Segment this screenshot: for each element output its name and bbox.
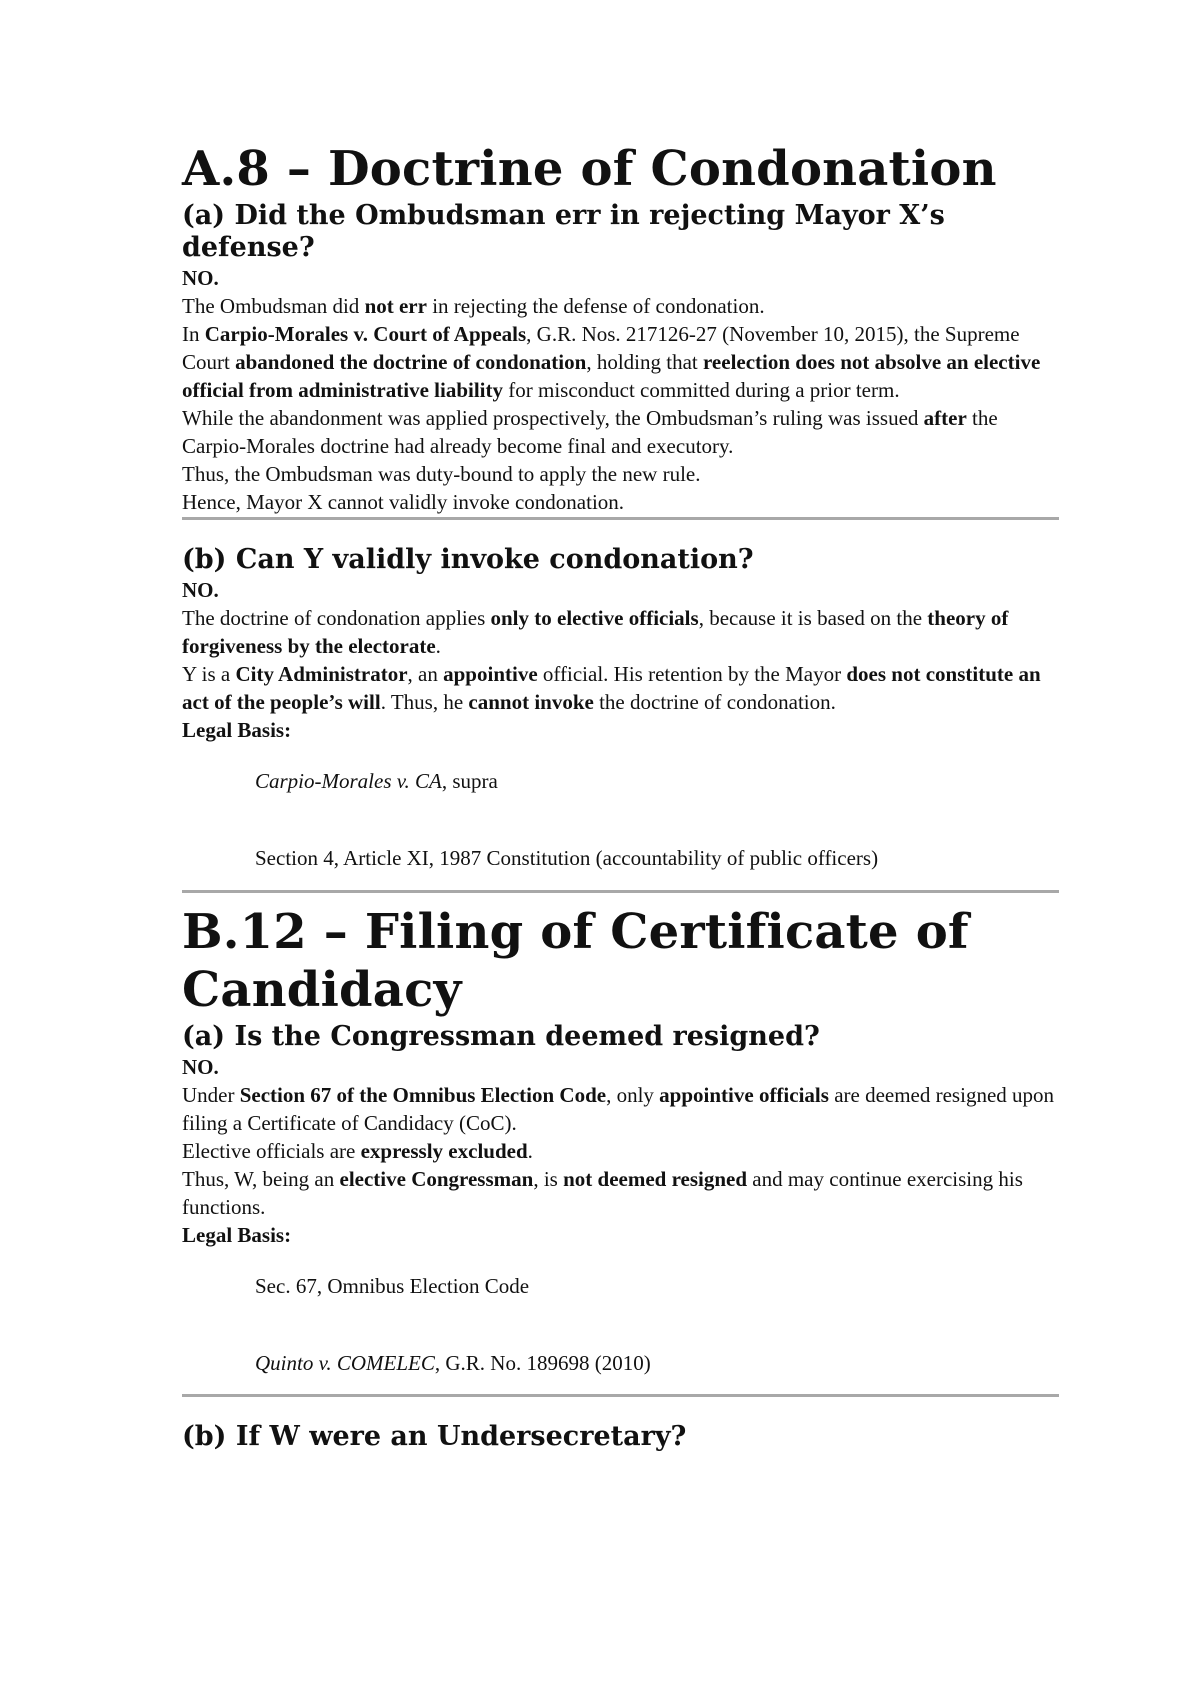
section-b-title: B.12 – Filing of Certificate of Candidacy xyxy=(182,904,969,1018)
section-b-question-a-heading: (a) Is the Congressman deemed resigned? xyxy=(182,1021,820,1052)
section-b-question-b-heading: (b) If W were an Undersecretary? xyxy=(182,1421,687,1452)
section-a-qb-paragraph-2: Y is a City Administrator, an appointive official. His retention by the Mayor does not constitute an act of the people’s will. Thus, he cannot invoke the doctrine of condonation. xyxy=(182,662,1041,714)
section-b-qa-paragraph-1: Under Section 67 of the Omnibus Election Code, only appointive officials are deemed resigned upon filing a Certificate of Candidacy (CoC). xyxy=(182,1083,1055,1135)
document-page xyxy=(182,140,1062,1453)
divider xyxy=(182,890,1059,893)
divider xyxy=(182,517,1059,520)
section-a-qa-paragraph-2: In Carpio-Morales v. Court of Appeals, G.R. Nos. 217126-27 (November 10, 2015), the Supreme Court abandoned the doctrine of condonation, holding that reelection does not absolve an elective official from administrative liability for misconduct committed during a prior term. xyxy=(182,322,1041,402)
section-a-qa-paragraph-3: While the abandonment was applied prospectively, the Ombudsman’s ruling was issued after the Carpio-Morales doctrine had already become final and executory. xyxy=(182,406,998,458)
section-b-qa-paragraph-3: Thus, W, being an elective Congressman, is not deemed resigned and may continue exercising his functions. xyxy=(182,1167,1023,1219)
section-a-question-a-answer: NO. xyxy=(182,266,219,290)
legal-basis-item: Section 4, Article XI, 1987 Constitution (accountability of public officers) xyxy=(255,846,879,870)
section-a-qa-paragraph-4: Thus, the Ombudsman was duty-bound to apply the new rule. xyxy=(182,462,701,486)
legal-basis-item: Quinto v. COMELEC, G.R. No. 189698 (2010) xyxy=(255,1351,651,1375)
section-a-qb-paragraph-1: The doctrine of condonation applies only to elective officials, because it is based on the theory of forgiveness by the electorate. xyxy=(182,606,1009,658)
legal-basis-label: Legal Basis: xyxy=(182,1223,292,1247)
divider xyxy=(182,1394,1059,1397)
section-a-qa-paragraph-1: The Ombudsman did not err in rejecting the defense of condonation. xyxy=(182,294,765,318)
section-a-question-b-heading: (b) Can Y validly invoke condonation? xyxy=(182,544,754,575)
section-b-qa-paragraph-2: Elective officials are expressly excluded. xyxy=(182,1139,533,1163)
legal-basis-item: Sec. 67, Omnibus Election Code xyxy=(255,1274,530,1298)
section-a-question-b-answer: NO. xyxy=(182,578,219,602)
legal-basis-item: Carpio-Morales v. CA, supra xyxy=(255,769,498,793)
section-a-question-a-heading: (a) Did the Ombudsman err in rejecting Mayor X’s defense? xyxy=(182,200,945,263)
legal-basis-label: Legal Basis: xyxy=(182,718,292,742)
section-b-question-a-answer: NO. xyxy=(182,1055,219,1079)
section-a-qa-paragraph-5: Hence, Mayor X cannot validly invoke condonation. xyxy=(182,490,625,514)
section-a-title: A.8 – Doctrine of Condonation xyxy=(182,141,997,197)
